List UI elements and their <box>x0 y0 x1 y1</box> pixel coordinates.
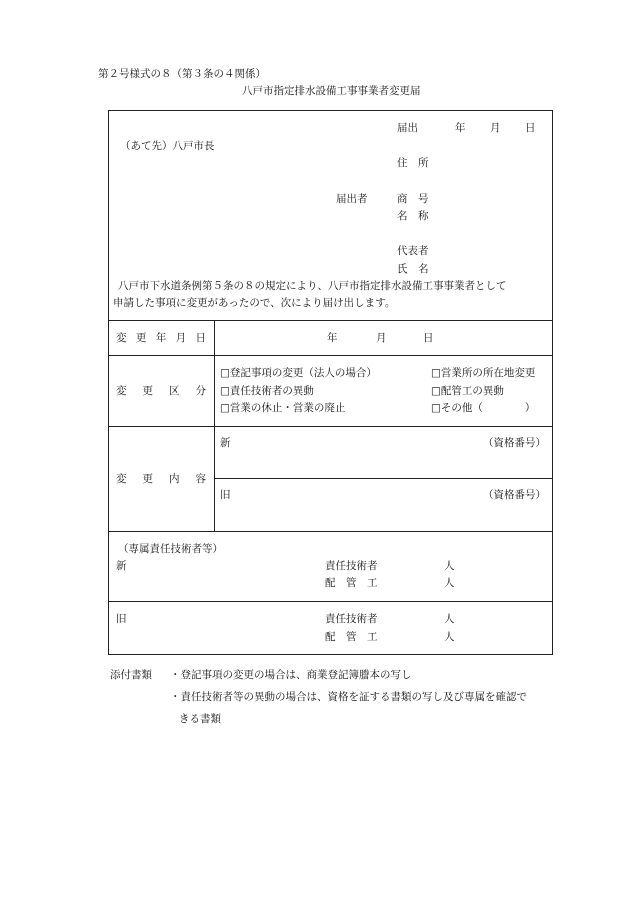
staff-new-plumber-unit: 人 <box>444 577 455 589</box>
label-char: 分 <box>195 385 206 397</box>
change-content-label <box>116 474 206 485</box>
trade-name-label: 商 号 <box>397 193 429 205</box>
representative-label: 代表者 <box>397 245 429 257</box>
change-category-label <box>116 386 206 397</box>
staff-old-label: 旧 <box>116 613 127 625</box>
divider-category <box>108 426 553 427</box>
staff-new-plumber-label: 配 管 工 <box>325 577 378 589</box>
change-date-year: 年 <box>327 332 338 344</box>
form-frame <box>108 110 553 655</box>
change-date-label <box>116 333 206 344</box>
divider-content <box>108 531 553 532</box>
submitted-day-label: 日 <box>525 122 536 134</box>
form-number: 第２号様式の８（第３条の４関係） <box>98 68 266 80</box>
staff-new-label: 新 <box>116 560 127 572</box>
divider-new-old <box>214 478 553 479</box>
label-char: 日 <box>195 332 206 344</box>
checkbox-plumber-change[interactable]: □配管工の異動 <box>431 385 504 397</box>
label-char: 更 <box>135 332 147 344</box>
content-new-label: 新 <box>220 437 231 449</box>
label-char: 月 <box>175 332 187 344</box>
checkbox-business-suspension[interactable]: □営業の休止・営業の廃止 <box>220 402 346 414</box>
statement-line-2: 申請した事項に変更があったので、次により届け出します。 <box>113 297 396 309</box>
staff-new-chief-engineer-label: 責任技術者 <box>325 560 378 572</box>
content-new-qualification-label: （資格番号） <box>483 437 546 449</box>
person-name-label: 氏 名 <box>397 263 429 275</box>
label-char: 変 <box>116 385 127 397</box>
company-name-label: 名 称 <box>397 210 429 222</box>
divider-notification <box>108 320 553 321</box>
form-title: 八戸市指定排水設備工事事業者変更届 <box>242 85 421 97</box>
divider-staff <box>108 601 553 602</box>
staff-old-chief-engineer-unit: 人 <box>444 613 455 625</box>
change-date-month: 月 <box>376 332 387 344</box>
addressee: （あて先）八戸市長 <box>120 140 215 152</box>
submitted-year-label: 年 <box>455 122 466 134</box>
content-old-label: 旧 <box>220 489 231 501</box>
divider-date <box>108 355 553 356</box>
notifier-label: 届出者 <box>336 193 368 205</box>
attachments-label: 添付書類 <box>110 669 152 681</box>
submitted-label: 届出 <box>397 122 418 134</box>
label-char: 変 <box>116 473 127 485</box>
address-label: 住 所 <box>397 157 429 169</box>
statement-line-1: 八戸市下水道条例第５条の８の規定により、八戸市指定排水設備工事事業者として <box>118 280 507 292</box>
attachment-item-2-line-1: ・責任技術者等の異動の場合は、資格を証する書類の写し及び専属を確認で <box>170 691 527 703</box>
staff-old-chief-engineer-label: 責任技術者 <box>325 613 378 625</box>
label-char: 区 <box>169 385 180 397</box>
label-char: 更 <box>142 473 153 485</box>
checkbox-office-location-change[interactable]: □営業所の所在地変更 <box>431 367 536 379</box>
checkbox-registration-change[interactable]: □登記事項の変更（法人の場合） <box>220 367 377 379</box>
staff-old-plumber-unit: 人 <box>444 631 455 643</box>
content-old-qualification-label: （資格番号） <box>483 489 546 501</box>
checkbox-chief-engineer-change[interactable]: □責任技術者の異動 <box>220 385 314 397</box>
label-column-divider <box>214 320 215 531</box>
change-date-day: 日 <box>423 332 434 344</box>
label-char: 内 <box>169 473 180 485</box>
label-char: 更 <box>142 385 153 397</box>
staff-section-label: （専属責任技術者等） <box>118 543 223 555</box>
staff-old-plumber-label: 配 管 工 <box>325 631 378 643</box>
label-char: 年 <box>155 332 167 344</box>
checkbox-other[interactable]: □その他（ ） <box>431 402 536 414</box>
staff-new-chief-engineer-unit: 人 <box>444 560 455 572</box>
attachment-item-2-line-2: きる書類 <box>179 713 221 725</box>
label-char: 容 <box>195 473 206 485</box>
label-char: 変 <box>116 332 127 344</box>
submitted-month-label: 月 <box>490 122 501 134</box>
attachment-item-1: ・登記事項の変更の場合は、商業登記簿謄本の写し <box>170 669 412 681</box>
